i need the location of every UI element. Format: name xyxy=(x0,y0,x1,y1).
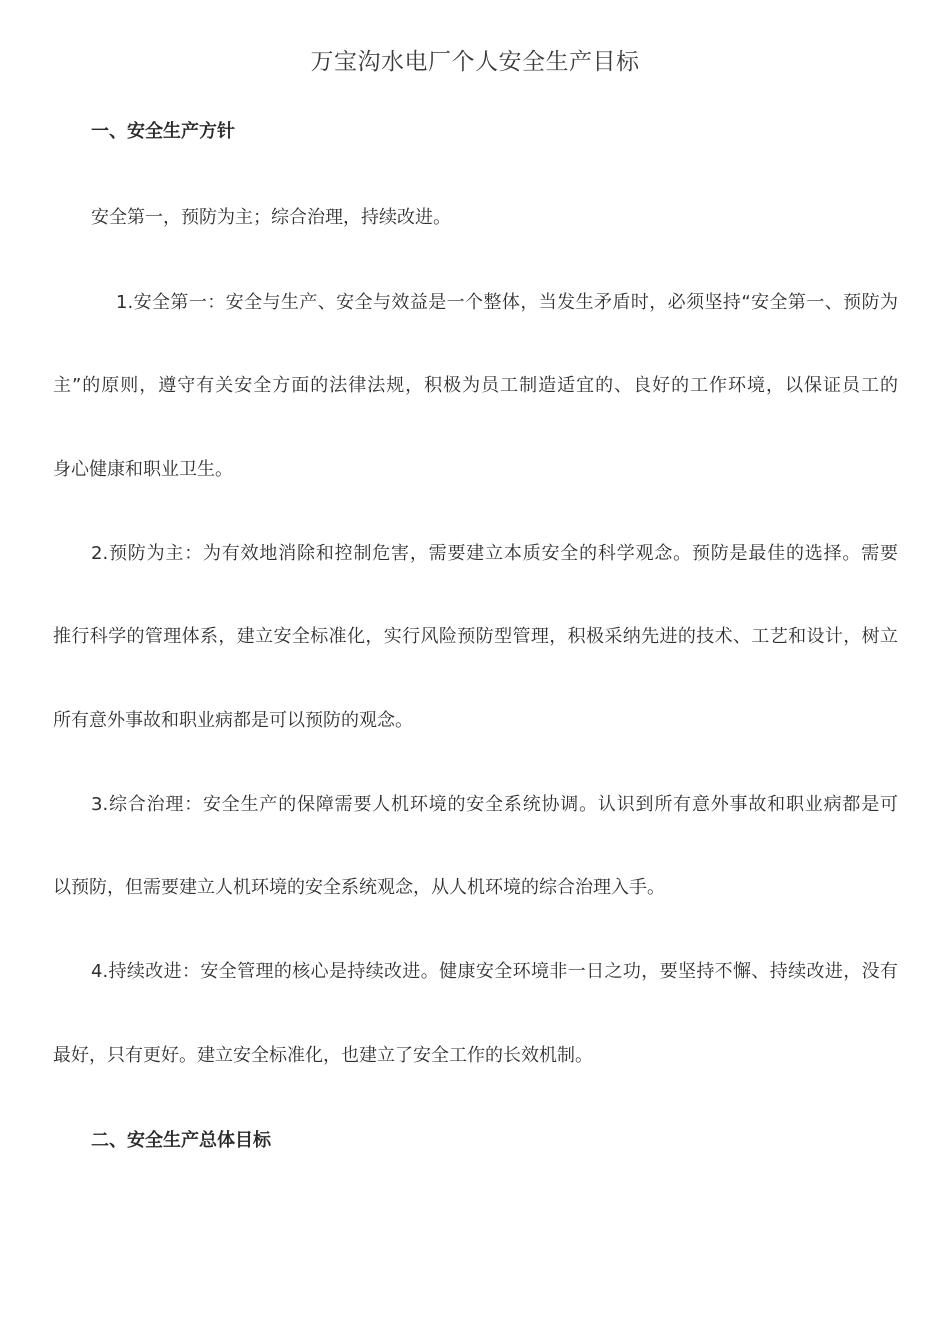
policy-motto: 安全第一，预防为主；综合治理，持续改进。 xyxy=(91,207,451,228)
item1-line1: 1.安全第一：安全与生产、安全与效益是一个整体，当发生矛盾时，必须坚持“安全第一、预防为 xyxy=(116,292,898,313)
item3-line2: 以预防，但需要建立人机环境的安全系统观念，从人机环境的综合治理入手。 xyxy=(53,877,665,898)
item1-line2: 主”的原则，遵守有关安全方面的法律法规，积极为员工制造适宜的、良好的工作环境，以保证员工的 xyxy=(53,375,898,396)
item3-line1: 3.综合治理：安全生产的保障需要人机环境的安全系统协调。认识到所有意外事故和职业病都是可 xyxy=(91,794,898,815)
document-title: 万宝沟水电厂个人安全生产目标 xyxy=(310,49,640,75)
item1-line3: 身心健康和职业卫生。 xyxy=(53,459,233,480)
section-heading-overall-goal: 二、安全生产总体目标 xyxy=(91,1130,271,1151)
item2-line2: 推行科学的管理体系，建立安全标准化，实行风险预防型管理，积极采纳先进的技术、工艺和设计，树立 xyxy=(53,626,898,647)
item4-line2: 最好，只有更好。建立安全标准化，也建立了安全工作的长效机制。 xyxy=(53,1045,593,1066)
section-heading-policy: 一、安全生产方针 xyxy=(91,121,235,142)
item2-line3: 所有意外事故和职业病都是可以预防的观念。 xyxy=(53,710,413,731)
item2-line1: 2.预防为主：为有效地消除和控制危害，需要建立本质安全的科学观念。预防是最佳的选择。需要 xyxy=(91,543,898,564)
item4-line1: 4.持续改进：安全管理的核心是持续改进。健康安全环境非一日之功，要坚持不懈、持续改进，没有 xyxy=(91,961,898,982)
